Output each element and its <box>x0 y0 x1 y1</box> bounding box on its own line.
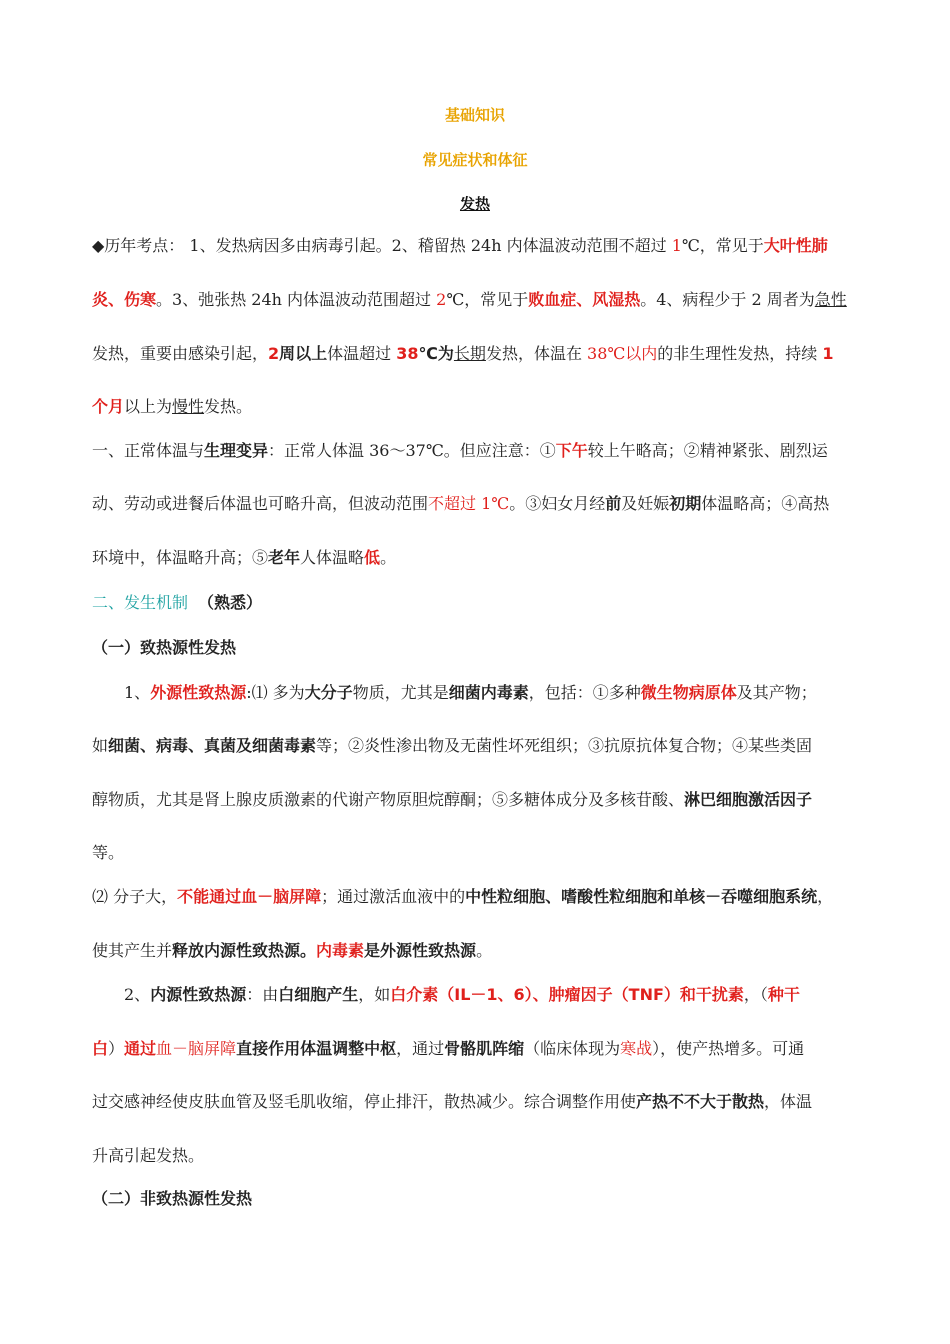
endogenous-line-2: 白）通过血－脑屏障直接作用体温调整中枢，通过骨骼肌阵缩（临床体现为寒战），使产热增多。可通 <box>92 1039 805 1058</box>
non-pyrogenic-fever-heading: （二）非致热源性发热 <box>92 1189 253 1208</box>
exogenous-line-1: 1、外源性致热源:⑴ 多为大分子物质，尤其是细菌内毒素，包括：①多种微生物病原体及其产物； <box>124 683 817 702</box>
topic-title: 发热 <box>459 195 490 213</box>
normal-temp-line-2: 动、劳动或进餐后体温也可略升高，但波动范围不超过 1℃。③妇女月经前及妊娠初期体温略高；④高热 <box>92 494 830 513</box>
molecule-line-1: ⑵ 分子大，不能通过血－脑屏障；通过激活血液中的中性粒细胞、嗜酸性粒细胞和单核－吞噬细胞系统， <box>92 887 834 906</box>
exogenous-line-2: 如细菌、病毒、真菌及细菌毒素等；②炎性渗出物及无菌性坏死组织；③抗原抗体复合物；④某些类固 <box>92 736 813 755</box>
exam-points-line-4: 个月以上为慢性发热。 <box>92 397 253 416</box>
normal-temp-line-3: 环境中，体温略升高；⑤老年人体温略低。 <box>92 548 397 567</box>
exam-points-line-2: 炎、伤寒。3、弛张热 24h 内体温波动范围超过 2℃，常见于败血症、风湿热。4、病程少于 2 周者为急性 <box>92 290 847 309</box>
exam-points-line-3: 发热，重要由感染引起，2周以上体温超过 38℃为长期发热，体温在 38℃以内的非生理性发热，持续 1 <box>92 344 834 363</box>
section-title: 基础知识 <box>444 106 505 124</box>
endogenous-line-3: 过交感神经使皮肤血管及竖毛肌收缩，停止排汗，散热减少。综合调整作用使产热不不大于散热，体温 <box>92 1092 813 1111</box>
molecule-line-2: 使其产生并释放内源性致热源。内毒素是外源性致热源。 <box>92 941 493 960</box>
chapter-title: 常见症状和体征 <box>422 151 528 169</box>
endogenous-line-1: 2、内源性致热源：由白细胞产生，如白介素（IL－1、6）、肿瘤因子（TNF）和干扰素，（种干 <box>124 985 800 1004</box>
mechanism-heading: 二、发生机制 （熟悉） <box>92 593 263 612</box>
exam-points-line-1: ◆历年考点： 1、发热病因多由病毒引起。2、稽留热 24h 内体温波动范围不超过 1℃，常见于大叶性肺 <box>92 236 828 255</box>
normal-temp-line-1: 一、正常体温与生理变异：正常人体温 36～37℃。但应注意：①下午较上午略高；②精神紧张、剧烈运 <box>92 441 828 460</box>
endogenous-line-4: 升高引起发热。 <box>92 1146 205 1165</box>
exogenous-line-4: 等。 <box>92 843 125 862</box>
pyrogenic-fever-heading: （一）致热源性发热 <box>92 638 237 657</box>
exogenous-line-3: 醇物质，尤其是肾上腺皮质激素的代谢产物原胆烷醇酮；⑤多糖体成分及多核苷酸、淋巴细胞激活因子 <box>92 790 813 809</box>
